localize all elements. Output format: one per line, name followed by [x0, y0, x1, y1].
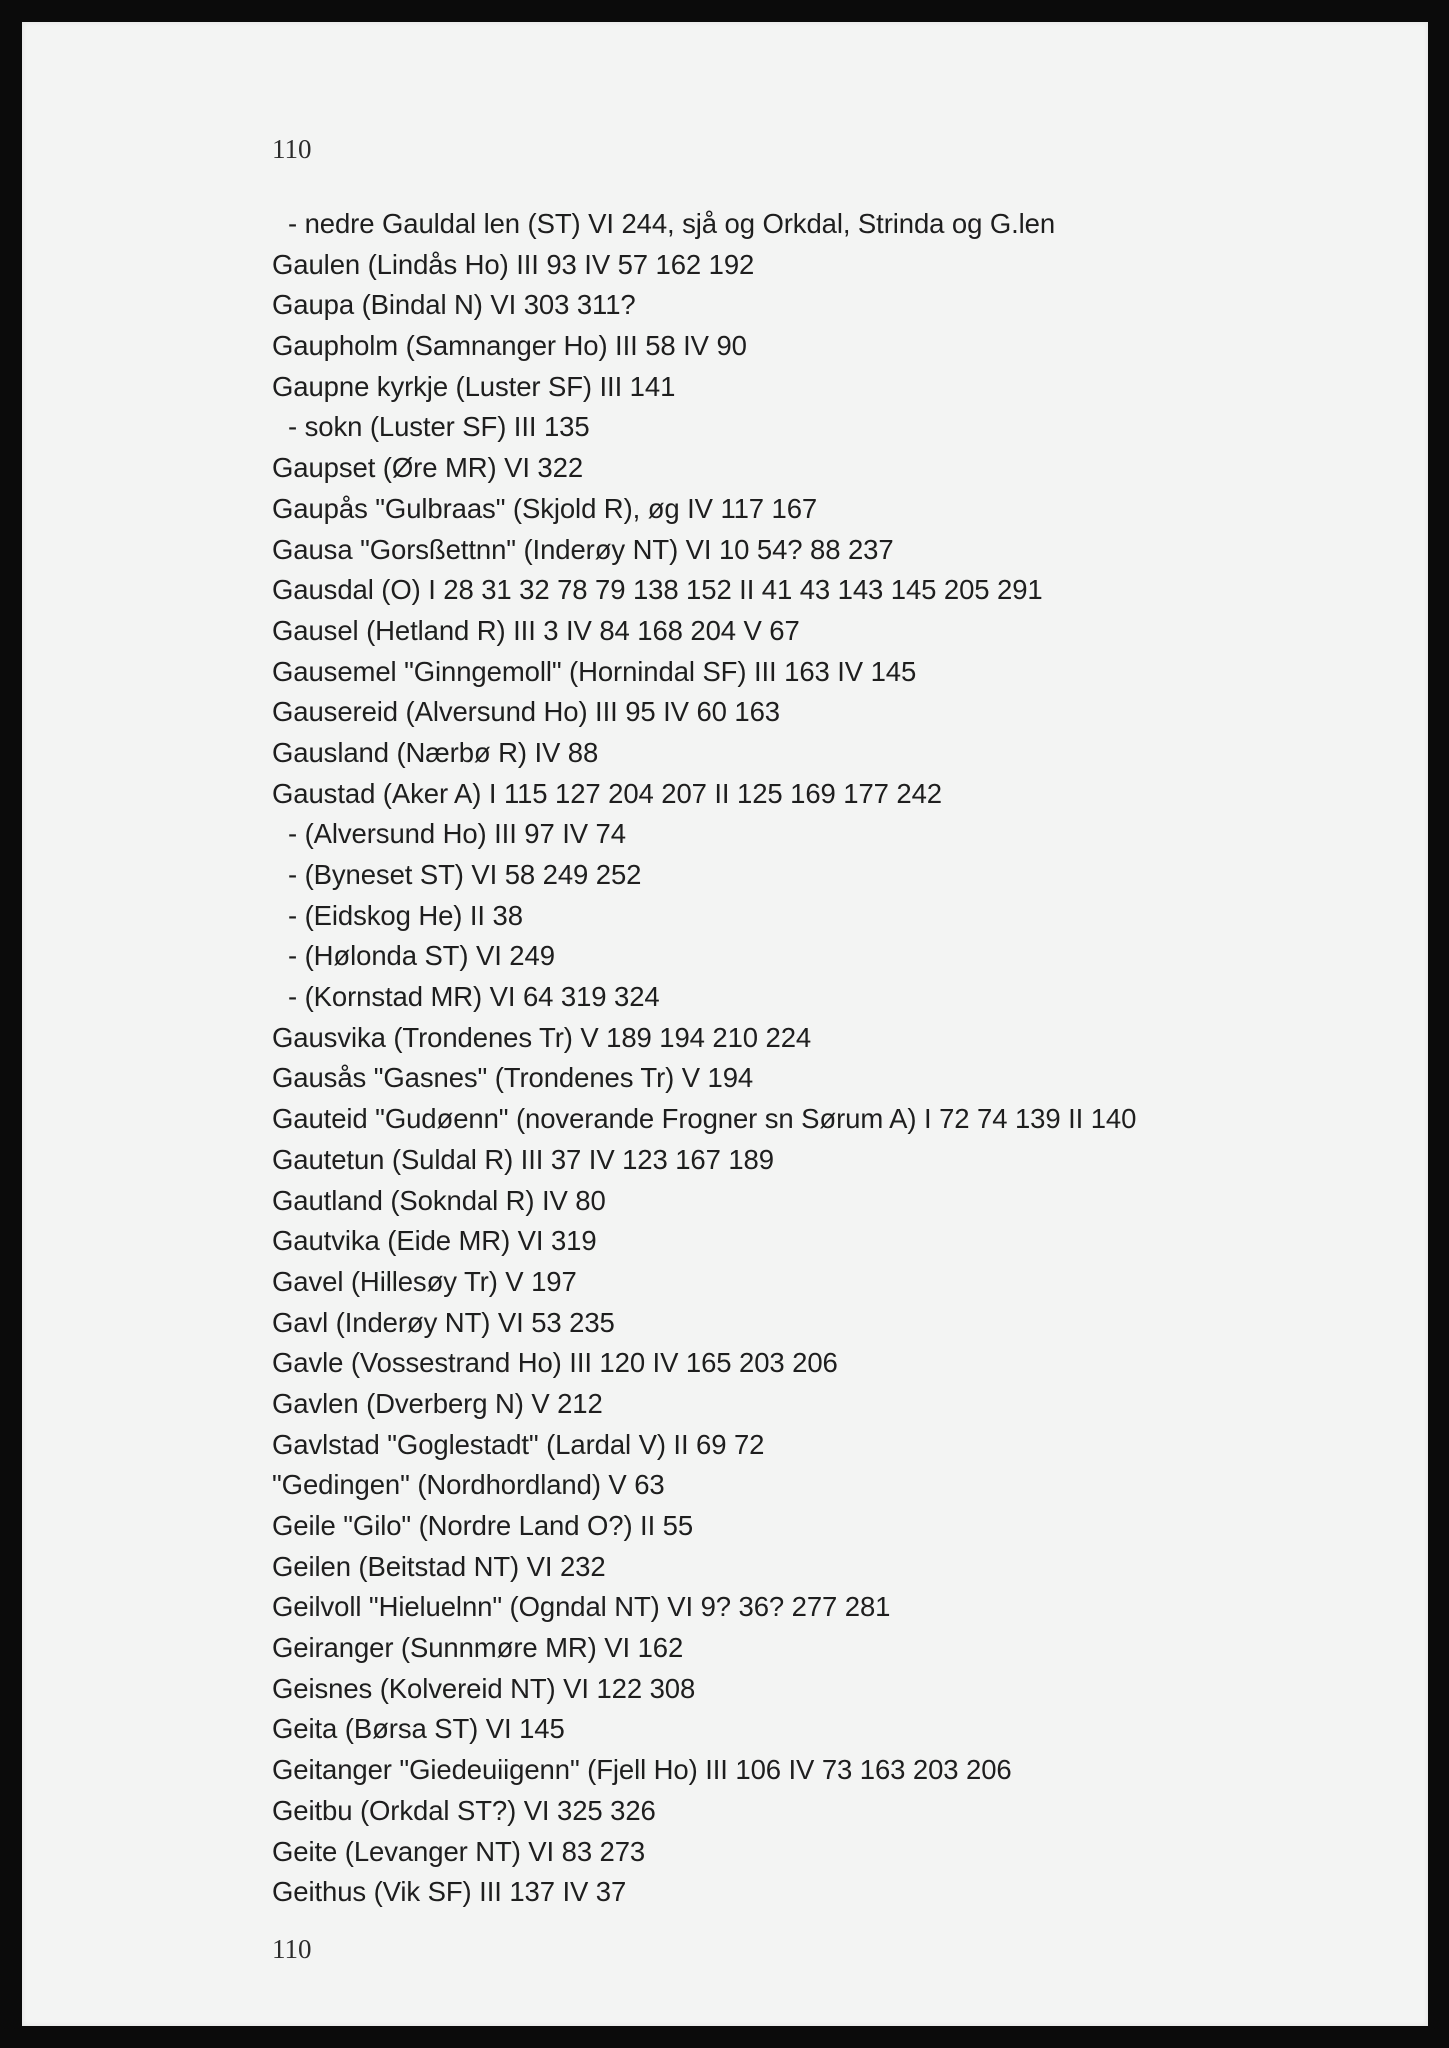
index-entry: Gausvika (Trondenes Tr) V 189 194 210 224: [272, 1021, 812, 1053]
index-entry-list: [272, 204, 1392, 1913]
index-entry: Gausel (Hetland R) III 3 IV 84 168 204 V 67: [272, 614, 800, 646]
index-entry: Gautland (Sokndal R) IV 80: [272, 1184, 606, 1216]
index-entry: Gaupa (Bindal N) VI 303 311?: [272, 289, 636, 321]
index-entry: Gautvika (Eide MR) VI 319: [272, 1225, 597, 1257]
index-subentry: - (Eidskog He) II 38: [288, 899, 523, 931]
index-entry: Gausås "Gasnes" (Trondenes Tr) V 194: [272, 1062, 754, 1094]
index-entry: Geite (Levanger NT) VI 83 273: [272, 1835, 646, 1867]
index-entry: Geisnes (Kolvereid NT) VI 122 308: [272, 1672, 696, 1704]
page-number-top: 110: [272, 134, 312, 164]
index-entry: Gaupne kyrkje (Luster SF) III 141: [272, 370, 676, 402]
index-entry: Gavle (Vossestrand Ho) III 120 IV 165 203 206: [272, 1347, 838, 1379]
document-page: [22, 22, 1428, 2026]
index-entry: Gavlstad "Goglestadt" (Lardal V) II 69 72: [272, 1428, 765, 1460]
index-entry: Gausemel "Ginngemoll" (Hornindal SF) III 163 IV 145: [272, 655, 917, 687]
index-entry: Gaupås "Gulbraas" (Skjold R), øg IV 117 167: [272, 492, 818, 524]
index-entry: Gautetun (Suldal R) III 37 IV 123 167 189: [272, 1143, 774, 1175]
index-entry: Gavlen (Dverberg N) V 212: [272, 1387, 603, 1419]
index-entry: Geile "Gilo" (Nordre Land O?) II 55: [272, 1510, 694, 1541]
page-number-bottom: 110: [272, 1934, 312, 1964]
index-entry: Gavl (Inderøy NT) VI 53 235: [272, 1306, 615, 1338]
index-entry: Geitanger "Giedeuiigenn" (Fjell Ho) III 106 IV 73 163 203 206: [272, 1754, 1012, 1786]
index-entry: Geilvoll "Hieluelnn" (Ogndal NT) VI 9? 36? 277 281: [272, 1591, 891, 1623]
index-subentry: - sokn (Luster SF) III 135: [288, 411, 590, 443]
index-entry: Geiranger (Sunnmøre MR) VI 162: [272, 1632, 684, 1664]
index-subentry: - (Alversund Ho) III 97 IV 74: [288, 818, 626, 850]
index-entry: Geithus (Vik SF) III 137 IV 37: [272, 1876, 627, 1908]
index-entry: Geitbu (Orkdal ST?) VI 325 326: [272, 1794, 656, 1826]
index-entry: Gausland (Nærbø R) IV 88: [272, 736, 599, 768]
index-entry: Gaustad (Aker A) I 115 127 204 207 II 125 169 177 242: [272, 777, 942, 809]
index-entry: Gaupholm (Samnanger Ho) III 58 IV 90: [272, 330, 747, 362]
index-entry: Gaupset (Øre MR) VI 322: [272, 452, 584, 484]
index-entry: Gausereid (Alversund Ho) III 95 IV 60 163: [272, 696, 780, 728]
index-entry: Gausdal (O) I 28 31 32 78 79 138 152 II 41 43 143 145 205 291: [272, 574, 1043, 606]
index-entry: "Gedingen" (Nordhordland) V 63: [272, 1469, 665, 1501]
index-entry: Geilen (Beitstad NT) VI 232: [272, 1550, 606, 1582]
index-entry: Gaulen (Lindås Ho) III 93 IV 57 162 192: [272, 248, 755, 280]
index-subentry: - (Hølonda ST) VI 249: [288, 940, 555, 972]
index-subentry: - nedre Gauldal len (ST) VI 244, sjå og Orkdal, Strinda og G.len: [288, 208, 1056, 239]
index-subentry: - (Kornstad MR) VI 64 319 324: [288, 981, 660, 1013]
index-entry: Geita (Børsa ST) VI 145: [272, 1713, 565, 1745]
index-subentry: - (Byneset ST) VI 58 249 252: [288, 859, 642, 890]
index-entry: Gavel (Hillesøy Tr) V 197: [272, 1265, 577, 1297]
index-entry: Gausa "Gorsßettnn" (Inderøy NT) VI 10 54? 88 237: [272, 533, 894, 565]
index-entry: Gauteid "Gudøenn" (noverande Frogner sn Sørum A) I 72 74 139 II 140: [272, 1103, 1137, 1135]
